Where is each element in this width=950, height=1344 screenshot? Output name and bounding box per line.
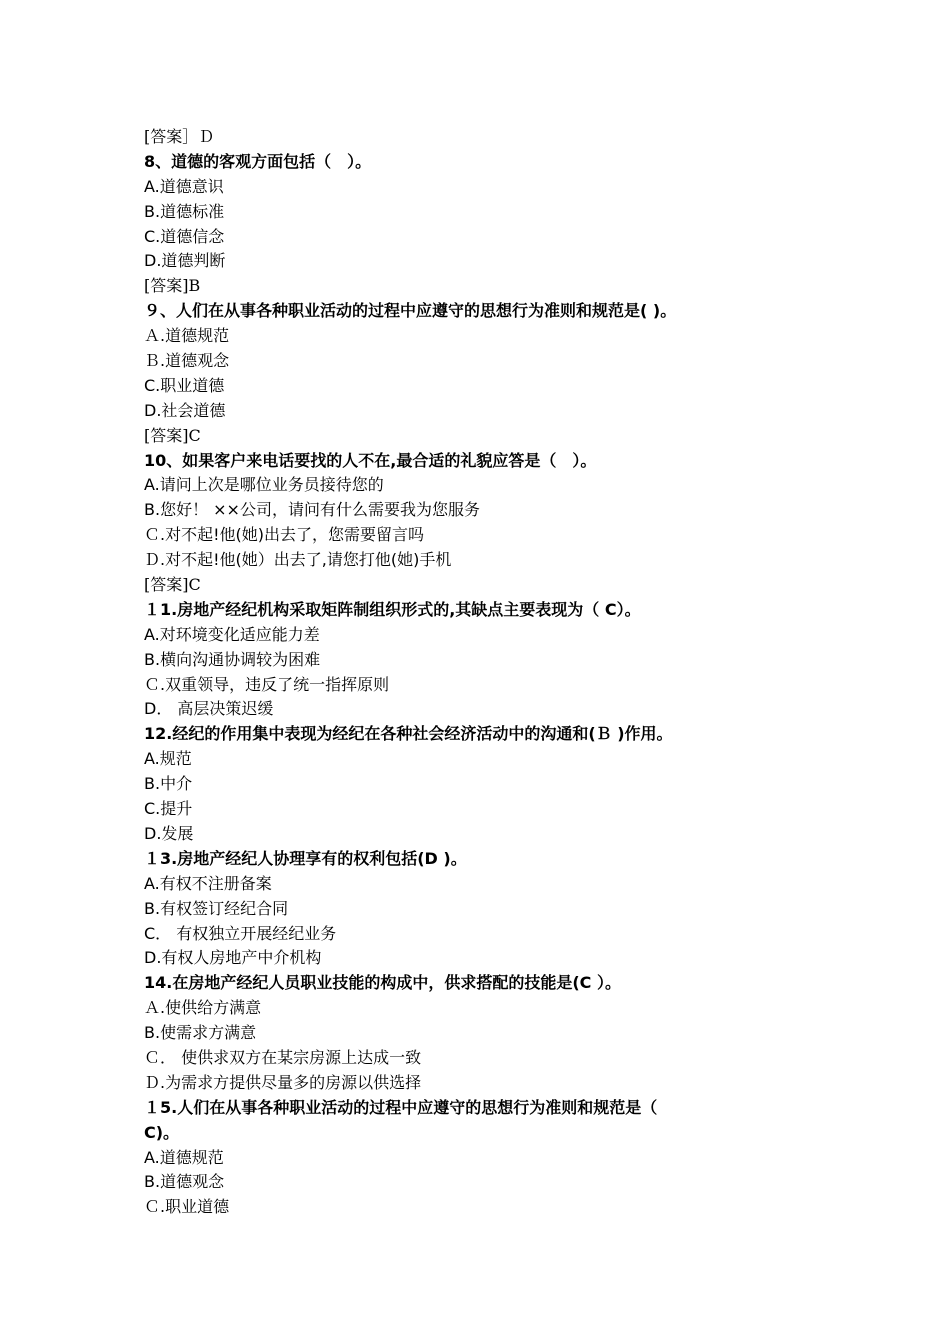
question-15: １5.人们在从事各种职业活动的过程中应遵守的思想行为准则和规范是（ — [144, 1097, 658, 1117]
option-line: Ｃ.对不起!他(她)出去了，您需要留言吗 — [144, 525, 424, 545]
answer-line: [答案]B — [144, 276, 201, 296]
option-line: B.道德观念 — [144, 1172, 225, 1192]
option-line: Ｂ.道德观念 — [144, 351, 230, 371]
question-10: 10、如果客户来电话要找的人不在,最合适的礼貌应答是（ ）。 — [144, 450, 597, 470]
option-line: A.有权不注册备案 — [144, 873, 272, 893]
option-line: Ｃ.职业道德 — [144, 1197, 230, 1217]
option-line: Ａ.使供给方满意 — [144, 998, 262, 1018]
question-8: 8、道德的客观方面包括（ ）。 — [144, 151, 372, 171]
option-line: C.提升 — [144, 799, 193, 819]
option-line: B.道德标准 — [144, 201, 225, 221]
option-line: D.社会道德 — [144, 400, 226, 420]
option-line: Ａ.道德规范 — [144, 326, 230, 346]
option-line: D． 高层决策迟缓 — [144, 699, 274, 719]
answer-line: [答案]C — [144, 575, 201, 595]
question-15-continued: C)。 — [144, 1122, 180, 1142]
option-line: C.道德信念 — [144, 226, 225, 246]
question-14: 14.在房地产经纪人员职业技能的构成中，供求搭配的技能是(C ）。 — [144, 973, 621, 993]
option-line: D.有权人房地产中介机构 — [144, 948, 322, 968]
option-line: D.道德判断 — [144, 251, 226, 271]
option-line: B.有权签订经纪合同 — [144, 898, 289, 918]
answer-line: [答案]C — [144, 425, 201, 445]
option-line: Ｄ.为需求方提供尽量多的房源以供选择 — [144, 1072, 422, 1092]
question-11: １1.房地产经纪机构采取矩阵制组织形式的,其缺点主要表现为（ C）。 — [144, 599, 641, 619]
option-line: B.中介 — [144, 774, 193, 794]
question-12: 12.经纪的作用集中表现为经纪在各种社会经济活动中的沟通和(Ｂ )作用。 — [144, 724, 673, 744]
option-line: A.道德规范 — [144, 1147, 224, 1167]
document-page — [144, 125, 834, 1220]
option-line: Ｃ． 使供求双方在某宗房源上达成一致 — [144, 1047, 422, 1067]
option-line: A.对环境变化适应能力差 — [144, 624, 320, 644]
question-13: １3.房地产经纪人协理享有的权利包括(D )。 — [144, 848, 467, 868]
option-line: B.横向沟通协调较为困难 — [144, 649, 321, 669]
option-line: A.请问上次是哪位业务员接待您的 — [144, 475, 384, 495]
option-line: C． 有权独立开展经纪业务 — [144, 923, 337, 943]
option-line: A.道德意识 — [144, 176, 224, 196]
option-line: C.职业道德 — [144, 375, 225, 395]
option-line: D.发展 — [144, 823, 194, 843]
option-line: B.您好！ ××公司，请问有什么需要我为您服务 — [144, 500, 480, 520]
answer-line: [答案］Ｄ — [144, 127, 215, 146]
option-line: Ｃ.双重领导，违反了统一指挥原则 — [144, 674, 390, 694]
option-line: Ｄ.对不起!他(她）出去了,请您打他(她)手机 — [144, 550, 452, 570]
question-9: ９、人们在从事各种职业活动的过程中应遵守的思想行为准则和规范是( )。 — [144, 301, 677, 321]
option-line: A.规范 — [144, 749, 192, 769]
option-line: B.使需求方满意 — [144, 1023, 257, 1043]
